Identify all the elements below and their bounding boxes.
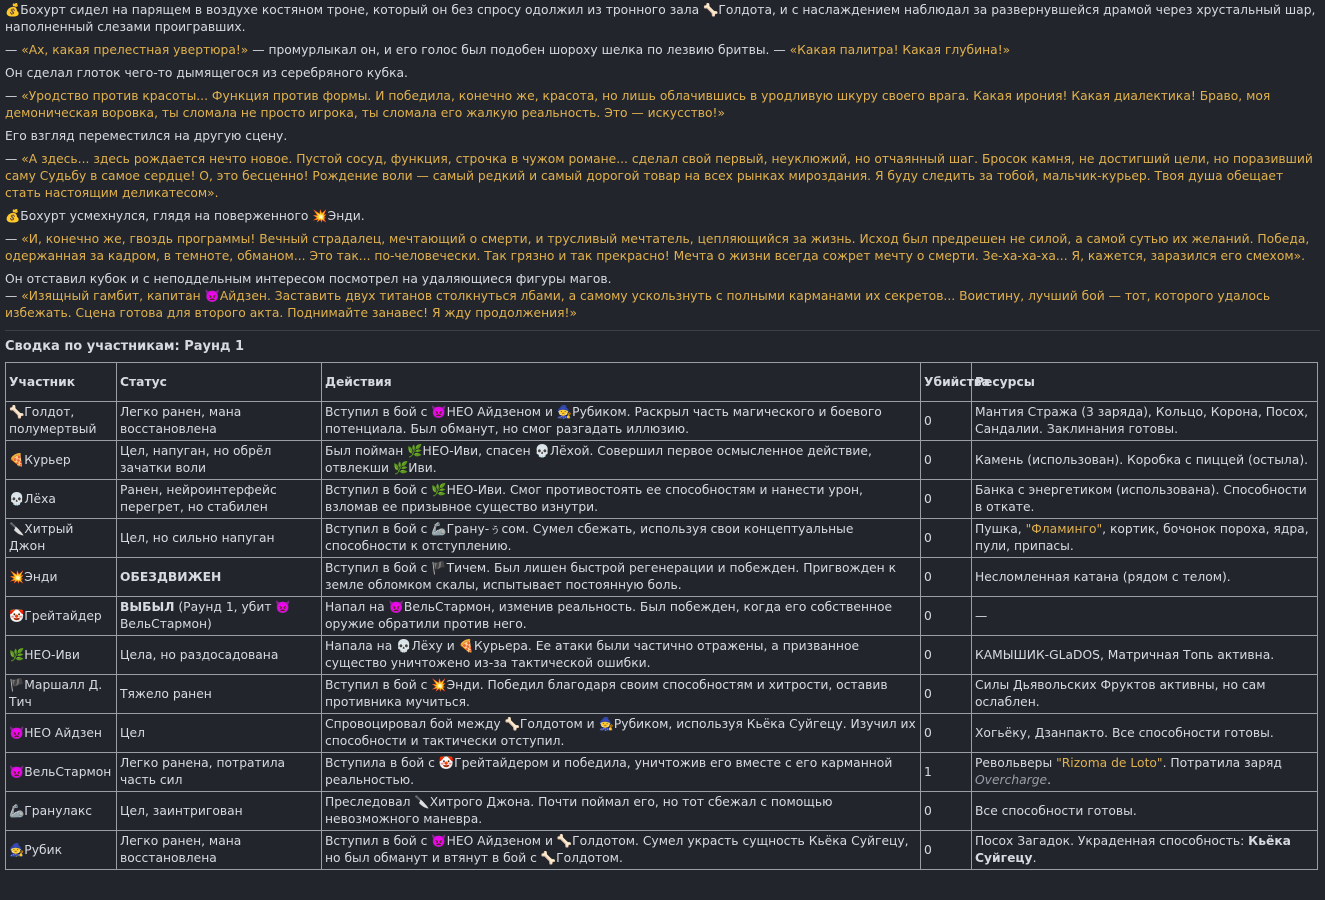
- cell-kills: 0: [921, 831, 972, 870]
- cell-participant: 🌿НЕО-Иви: [6, 636, 117, 675]
- text-run: Цела, но раздосадована: [120, 647, 279, 662]
- cell-kills: 1: [921, 753, 972, 792]
- cell-kills: 0: [921, 714, 972, 753]
- text-run: КАМЫШИК-GLaDOS, Матричная Топь активна.: [975, 647, 1275, 662]
- bold-text: Кьёка Суйгецу: [975, 834, 1291, 865]
- quote-text: «А здесь... здесь рождается нечто новое. Пустой сосуд, функция, строчка в чужом романе... сделал свой первый, неуклюжий, но отчаянный шаг. Бросок камня, не достигший цели, но поразивший саму Судьбу в самое сердце! О, это бесценно! Рождение воли — самый редкий и самый дорогой товар на всех рынках мироздания. Я буду следить за тобой, мальчик-курьер. Твоя душа обещает стать настоящим деликатесом».: [5, 152, 1313, 200]
- cell-status: [117, 402, 322, 441]
- story-paragraph: [5, 128, 1320, 145]
- cell-status: [117, 636, 322, 675]
- text-run: . Потратила заряд: [1162, 756, 1282, 770]
- text-run: Все способности готовы.: [975, 803, 1137, 818]
- cell-kills: 0: [921, 402, 972, 441]
- cell-resources: [972, 675, 1318, 714]
- text-run: Мантия Стража (3 заряда), Кольцо, Корона, Посох, Сандалии. Заклинания готовы.: [975, 405, 1309, 436]
- cell-status: [117, 597, 322, 636]
- table-row: [6, 519, 1318, 558]
- cell-participant: 🍕Курьер: [6, 441, 117, 480]
- cell-kills: 0: [921, 597, 972, 636]
- cell-status: [117, 480, 322, 519]
- table-row: [6, 636, 1318, 675]
- text-run: Камень (использован). Коробка с пиццей (остыла).: [975, 452, 1309, 467]
- text-run: .: [1047, 773, 1052, 787]
- cell-status: [117, 792, 322, 831]
- cell-kills: 0: [921, 441, 972, 480]
- table-row: [6, 753, 1318, 792]
- cell-resources: [972, 558, 1318, 597]
- text-run: Тяжело ранен: [120, 686, 212, 701]
- text-run: , кортик, бочонок пороха, ядра, пули, припасы.: [975, 522, 1309, 553]
- quote-text: «Уродство против красоты... Функция против формы. И победила, конечно же, красота, но лишь облачившись в уродливую шкуру своего врага. Какая ирония! Какая диалектика! Браво, моя демоническая воровка, ты сломала не просто игрока, ты сломала его жалкую реальность. Это — искусство!»: [5, 89, 1271, 120]
- cell-actions: [322, 714, 921, 753]
- cell-status: [117, 441, 322, 480]
- text-run: Револьверы: [975, 756, 1057, 770]
- story-paragraph: [5, 65, 1320, 82]
- text-run: Спровоцировал бой между 🦴Голдотом и 🧙Рубиком, используя Кьёка Суйгецу. Изучил их способности и тактически отступил.: [325, 717, 916, 748]
- text-run: —: [5, 289, 22, 303]
- cell-actions: [322, 402, 921, 441]
- cell-resources: [972, 831, 1318, 870]
- cell-actions: [322, 441, 921, 480]
- table-row: [6, 675, 1318, 714]
- text-run: Был пойман 🌿НЕО-Иви, спасен 💀Лёхой. Совершил первое осмысленное действие, отвлекши 🌿Иви.: [325, 444, 872, 475]
- text-run: —: [5, 232, 22, 246]
- cell-kills: 0: [921, 519, 972, 558]
- cell-actions: [322, 753, 921, 792]
- bold-text: ОБЕЗДВИЖЕН: [120, 569, 222, 584]
- cell-resources: [972, 792, 1318, 831]
- text-run: Силы Дьявольских Фруктов активны, но сам ослаблен.: [975, 678, 1266, 709]
- text-run: — промурлыкал он, и его голос был подобен шороху шелка по лезвию бритвы. —: [248, 43, 790, 57]
- text-run: Он отставил кубок и с неподдельным интересом посмотрел на удаляющиеся фигуры магов.: [5, 272, 612, 286]
- text-run: 💰Бохурт усмехнулся, глядя на поверженного 💥Энди.: [5, 209, 365, 223]
- text-run: Вступил в бой с 🏴Тичем. Был лишен быстрой регенерации и побежден. Пригвожден к земле обломком скалы, испытывает постоянную боль.: [325, 561, 897, 592]
- cell-actions: [322, 636, 921, 675]
- cell-actions: [322, 831, 921, 870]
- bold-text: ВЫБЫЛ: [120, 600, 175, 614]
- header-participant: Участник: [6, 363, 117, 402]
- text-run: Напал на 👿ВельСтармон, изменив реальность. Был побежден, когда его собственное оружие обратили против него.: [325, 600, 893, 631]
- text-run: Напала на 💀Лёху и 🍕Курьера. Ее атаки были частично отражены, а призванное существо уничтожено из-за тактической ошибки.: [325, 639, 860, 670]
- text-run: Преследовал 🔪Хитрого Джона. Почти поймал его, но тот сбежал с помощью невозможного маневра.: [325, 795, 833, 826]
- cell-kills: 0: [921, 792, 972, 831]
- text-run: Цел, заинтригован: [120, 803, 243, 818]
- text-run: Его взгляд переместился на другую сцену.: [5, 129, 288, 143]
- story-paragraph: [5, 2, 1320, 36]
- cell-resources: [972, 597, 1318, 636]
- header-resources: Ресурсы: [972, 363, 1318, 402]
- text-run: Цел, напуган, но обрёл зачатки воли: [120, 444, 272, 475]
- text-run: —: [5, 89, 22, 103]
- story-text: [5, 2, 1320, 322]
- cell-status: [117, 831, 322, 870]
- cell-participant: 🧙Рубик: [6, 831, 117, 870]
- text-run: Хогьёку, Дзанпакто. Все способности готовы.: [975, 725, 1274, 740]
- divider: [5, 330, 1320, 331]
- cell-kills: 0: [921, 675, 972, 714]
- table-row: [6, 831, 1318, 870]
- text-run: Цел, но сильно напуган: [120, 530, 275, 545]
- text-run: Банка с энергетиком (использована). Способности в откате.: [975, 483, 1307, 514]
- cell-participant: 🤡Грейтайдер: [6, 597, 117, 636]
- text-run: —: [5, 152, 22, 166]
- story-paragraph: [5, 231, 1320, 265]
- table-row: [6, 792, 1318, 831]
- cell-participant: 🦾Гранулакс: [6, 792, 117, 831]
- cell-actions: [322, 675, 921, 714]
- table-row: [6, 597, 1318, 636]
- table-row: [6, 714, 1318, 753]
- highlight-text: "Rizoma de Loto": [1056, 756, 1163, 770]
- cell-participant: 🦴Голдот, полумертвый: [6, 402, 117, 441]
- text-run: Легко ранен, мана восстановлена: [120, 834, 242, 865]
- header-kills: Убийства: [921, 363, 972, 402]
- text-run: Цел: [120, 725, 145, 740]
- quote-text: «Какая палитра! Какая глубина!»: [789, 43, 1011, 57]
- cell-resources: [972, 480, 1318, 519]
- cell-status: [117, 558, 322, 597]
- story-paragraph: [5, 88, 1320, 122]
- quote-text: «И, конечно же, гвоздь программы! Вечный страдалец, мечтающий о смерти, и трусливый мечтатель, цепляющийся за жизнь. Исход был предрешен не силой, а самой сутью их желаний. Победа, одержанная за кадром, в темноте, обманом... Это так... по-человечески. Так грязно и так прекрасно! Мечта о жизни всегда сожрет мечту о смерти. Зе-ха-ха-ха... Я, кажется, заразился его смехом».: [5, 232, 1310, 263]
- story-paragraph: [5, 271, 1320, 288]
- text-run: Он сделал глоток чего-то дымящегося из серебряного кубка.: [5, 66, 408, 80]
- quote-text: «Изящный гамбит, капитан 👿Айдзен. Заставить двух титанов столкнуться лбами, а самому ускользнуть с полными карманами их секретов... Воистину, лучший бой — тот, которого удалось избежать. Сцена готова для второго акта. Поднимайте занавес! Я жду продолжения!»: [5, 289, 1271, 320]
- cell-actions: [322, 558, 921, 597]
- text-run: 💰Бохурт сидел на парящем в воздухе костяном троне, который он без спросу одолжил из тронного зала 🦴Голдота, и с наслаждением наблюдал за развернувшейся драмой через хрустальный шар, наполненный слезами проигравших.: [5, 3, 1316, 34]
- summary-title: Сводка по участникам: Раунд 1: [5, 339, 245, 354]
- table-header-row: [6, 363, 1318, 402]
- story-paragraph: [5, 288, 1320, 322]
- story-paragraph: [5, 42, 1320, 59]
- cell-resources: [972, 636, 1318, 675]
- text-run: Легко ранена, потратила часть сил: [120, 756, 286, 787]
- text-run: —: [975, 608, 988, 623]
- cell-actions: [322, 597, 921, 636]
- cell-status: [117, 753, 322, 792]
- text-run: Легко ранен, мана восстановлена: [120, 405, 242, 436]
- cell-actions: [322, 792, 921, 831]
- cell-resources: [972, 519, 1318, 558]
- table-row: [6, 558, 1318, 597]
- cell-resources: [972, 402, 1318, 441]
- header-status: Статус: [117, 363, 322, 402]
- cell-resources: [972, 441, 1318, 480]
- text-run: .: [1032, 851, 1037, 865]
- text-run: Ранен, нейроинтерфейс перегрет, но стабилен: [120, 483, 277, 514]
- text-run: Вступил в бой с 👿НЕО Айдзеном и 🧙Рубиком. Раскрыл часть магического и боевого потенциала. Был обманут, но смог разгадать иллюзию.: [325, 405, 882, 436]
- text-run: Вступил в бой с 💥Энди. Победил благодаря своим способностям и хитрости, оставив противника мучиться.: [325, 678, 888, 709]
- cell-resources: [972, 753, 1318, 792]
- highlight-text: "Фламинго": [1025, 522, 1103, 536]
- cell-participant: 👿ВельСтармон: [6, 753, 117, 792]
- cell-kills: 0: [921, 636, 972, 675]
- table-body: [6, 402, 1318, 870]
- cell-resources: [972, 714, 1318, 753]
- text-run: Вступил в бой с 🦾Грану-ぅсом. Сумел сбежать, используя свои концептуальные способности к отступлению.: [325, 522, 854, 553]
- cell-kills: 0: [921, 480, 972, 519]
- table-row: [6, 441, 1318, 480]
- text-run: (Раунд 1, убит 👿ВельСтармон): [120, 600, 291, 631]
- cell-kills: 0: [921, 558, 972, 597]
- cell-actions: [322, 519, 921, 558]
- cell-participant: 🏴Маршалл Д. Тич: [6, 675, 117, 714]
- text-run: Вступила в бой с 🤡Грейтайдером и победила, уничтожив его вместе с его карманной реальностью.: [325, 756, 893, 787]
- header-actions: Действия: [322, 363, 921, 402]
- text-run: —: [5, 43, 22, 57]
- cell-participant: 👿НЕО Айдзен: [6, 714, 117, 753]
- cell-participant: 🔪Хитрый Джон: [6, 519, 117, 558]
- text-run: Пушка,: [975, 522, 1026, 536]
- cell-participant: 💥Энди: [6, 558, 117, 597]
- story-paragraph: [5, 151, 1320, 202]
- text-run: Вступил в бой с 👿НЕО Айдзеном и 🦴Голдотом. Сумел украсть сущность Кьёка Суйгецу, но был обманут и втянут в бой с 🦴Голдотом.: [325, 834, 909, 865]
- italic-text: Overcharge: [975, 773, 1048, 787]
- table-row: [6, 480, 1318, 519]
- cell-actions: [322, 480, 921, 519]
- text-run: Несломленная катана (рядом с телом).: [975, 569, 1231, 584]
- quote-text: «Ах, какая прелестная увертюра!»: [21, 43, 249, 57]
- cell-participant: 💀Лёха: [6, 480, 117, 519]
- text-run: Вступил в бой с 🌿НЕО-Иви. Смог противостоять ее способностям и нанести урон, взломав ее призывное существо изнутри.: [325, 483, 863, 514]
- cell-status: [117, 519, 322, 558]
- text-run: Посох Загадок. Украденная способность:: [975, 834, 1249, 848]
- table-row: [6, 402, 1318, 441]
- cell-status: [117, 675, 322, 714]
- summary-table: [5, 362, 1318, 870]
- cell-status: [117, 714, 322, 753]
- story-paragraph: [5, 208, 1320, 225]
